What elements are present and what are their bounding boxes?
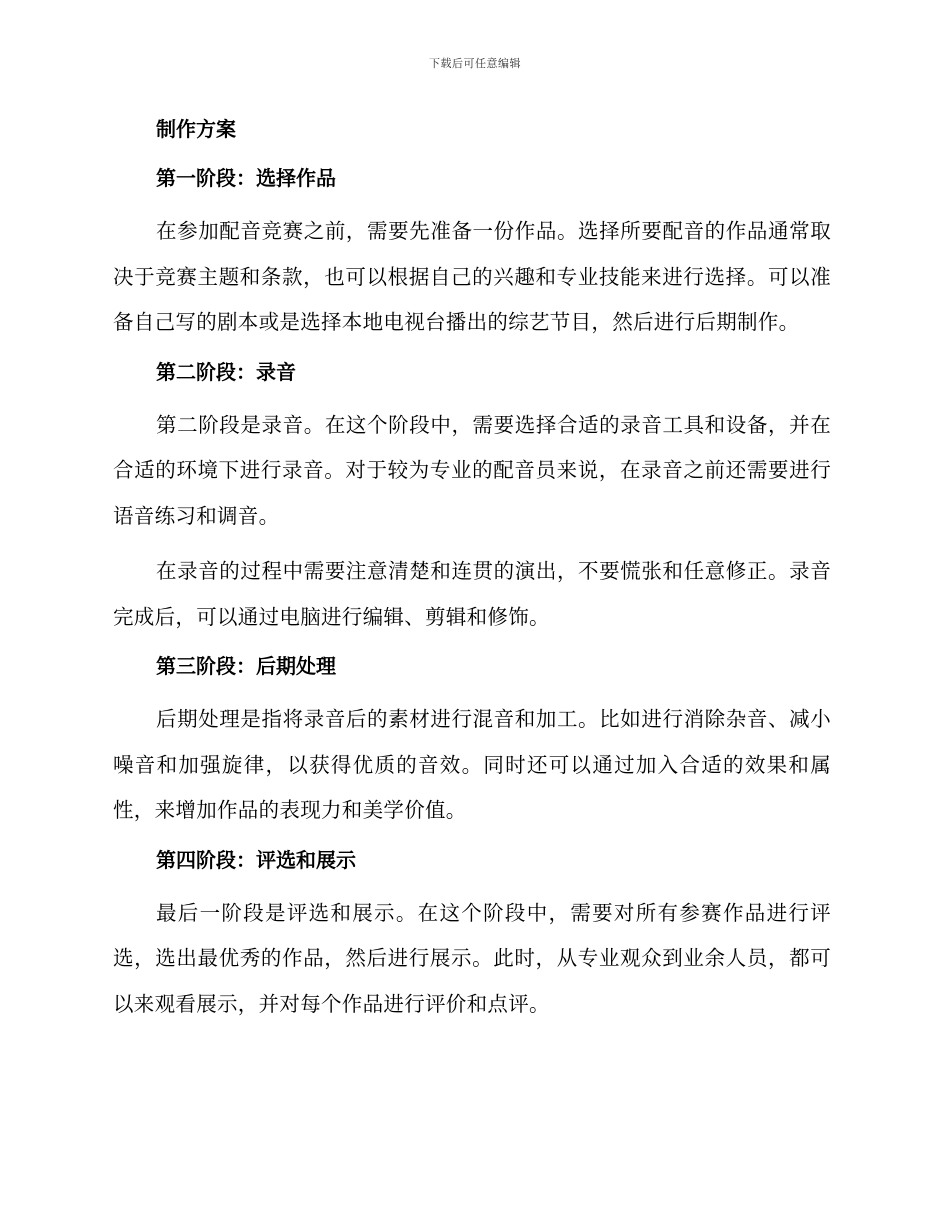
document-body xyxy=(113,113,831,1027)
section-1-paragraph-1: 在参加配音竞赛之前，需要先准备一份作品。选择所要配音的作品通常取决于竞赛主题和条款，也可以根据自己的兴趣和专业技能来进行选择。可以准备自己写的剧本或是选择本地电视台播出的综艺节目，然后进行后期制作。 xyxy=(113,219,831,334)
section-heading-1: 第一阶段：选择作品 xyxy=(156,166,336,190)
section-heading-3: 第三阶段：后期处理 xyxy=(156,654,336,678)
header-note: 下载后可任意编辑 xyxy=(429,57,521,70)
section-4-paragraph-1: 最后一阶段是评选和展示。在这个阶段中，需要对所有参赛作品进行评选，选出最优秀的作品，然后进行展示。此时，从专业观众到业余人员，都可以来观看展示，并对每个作品进行评价和点评。 xyxy=(113,900,831,1016)
section-heading-2: 第二阶段：录音 xyxy=(156,359,296,384)
section-2-paragraph-2: 在录音的过程中需要注意清楚和连贯的演出，不要慌张和任意修正。录音完成后，可以通过电脑进行编辑、剪辑和修饰。 xyxy=(113,559,831,629)
section-2-paragraph-1: 第二阶段是录音。在这个阶段中，需要选择合适的录音工具和设备，并在合适的环境下进行录音。对于较为专业的配音员来说，在录音之前还需要进行语音练习和调音。 xyxy=(113,412,831,528)
document-title: 制作方案 xyxy=(156,117,236,141)
section-heading-4: 第四阶段：评选和展示 xyxy=(156,847,356,872)
section-3-paragraph-1: 后期处理是指将录音后的素材进行混音和加工。比如进行消除杂音、减小噪音和加强旋律，以获得优质的音效。同时还可以通过加入合适的效果和属性，来增加作品的表现力和美学价值。 xyxy=(113,707,831,822)
